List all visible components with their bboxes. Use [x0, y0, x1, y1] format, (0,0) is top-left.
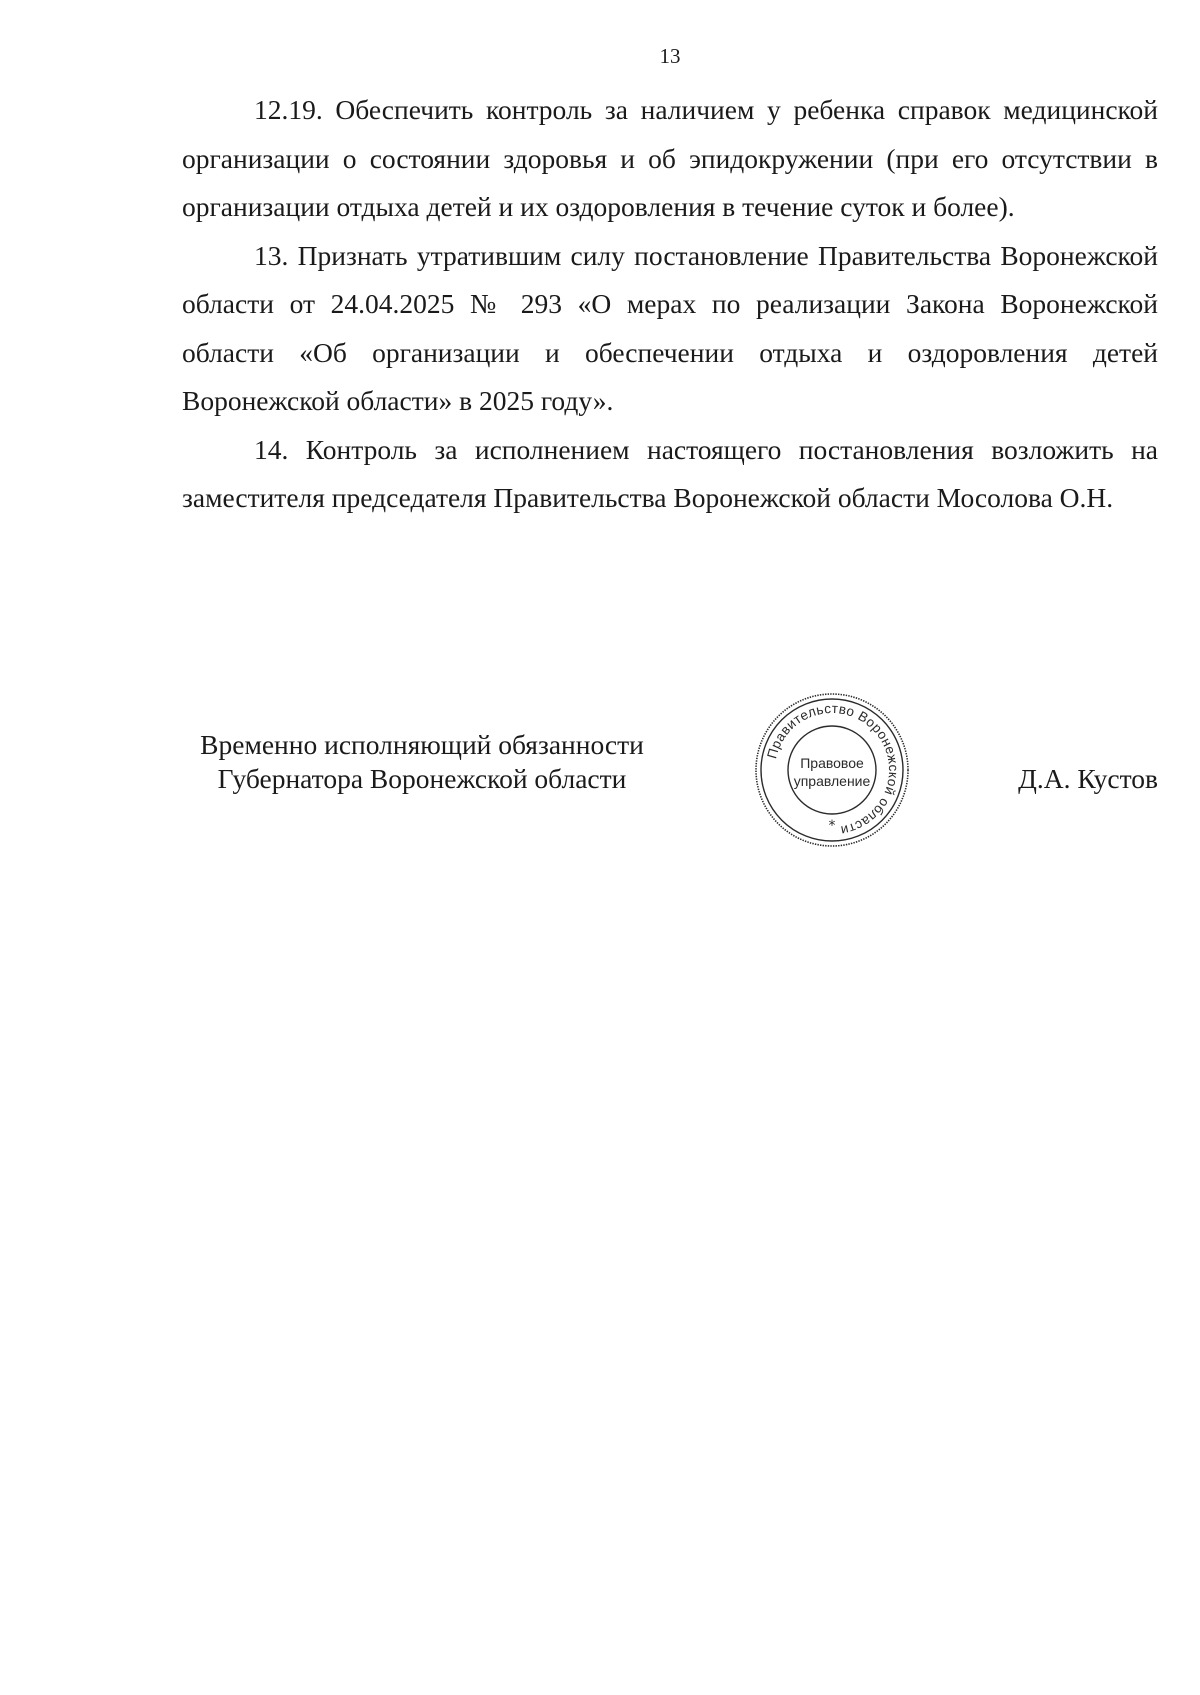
paragraph-14: 14. Контроль за исполнением настоящего постановления возложить на заместителя председателя Правительства Воронежской области Мосолова О.Н. — [182, 433, 1158, 513]
signer-name: Д.А. Кустов — [1018, 763, 1158, 794]
signature-block — [182, 690, 1158, 850]
signer-title-line-2: Губернатора Воронежской области — [217, 763, 627, 794]
signer-title — [182, 728, 662, 796]
official-seal — [752, 690, 912, 850]
seal-center-line-1: Правовое — [800, 755, 864, 771]
seal-ring-textpath: Правительство Воронежской области — [764, 700, 902, 839]
seal-star: * — [828, 818, 836, 834]
seal-center-line-2: управление — [793, 773, 871, 789]
page-number: 13 — [659, 44, 681, 68]
paragraph-13: 13. Признать утратившим силу постановление Правительства Воронежской области от 24.04.2025 № 293 «О мерах по реализации Закона Воронежской области «Об организации и обеспечении отдыха и оздоровления детей Воронежской области» в 2025 году». — [182, 239, 1158, 416]
signer-title-line-1: Временно исполняющий обязанности — [200, 729, 644, 760]
document-body — [182, 86, 1158, 523]
paragraph-12-19: 12.19. Обеспечить контроль за наличием у ребенка справок медицинской организации о состоянии здоровья и об эпидокружении (при его отсутствии в организации отдыха детей и их оздоровления в течение суток и более). — [182, 94, 1158, 222]
